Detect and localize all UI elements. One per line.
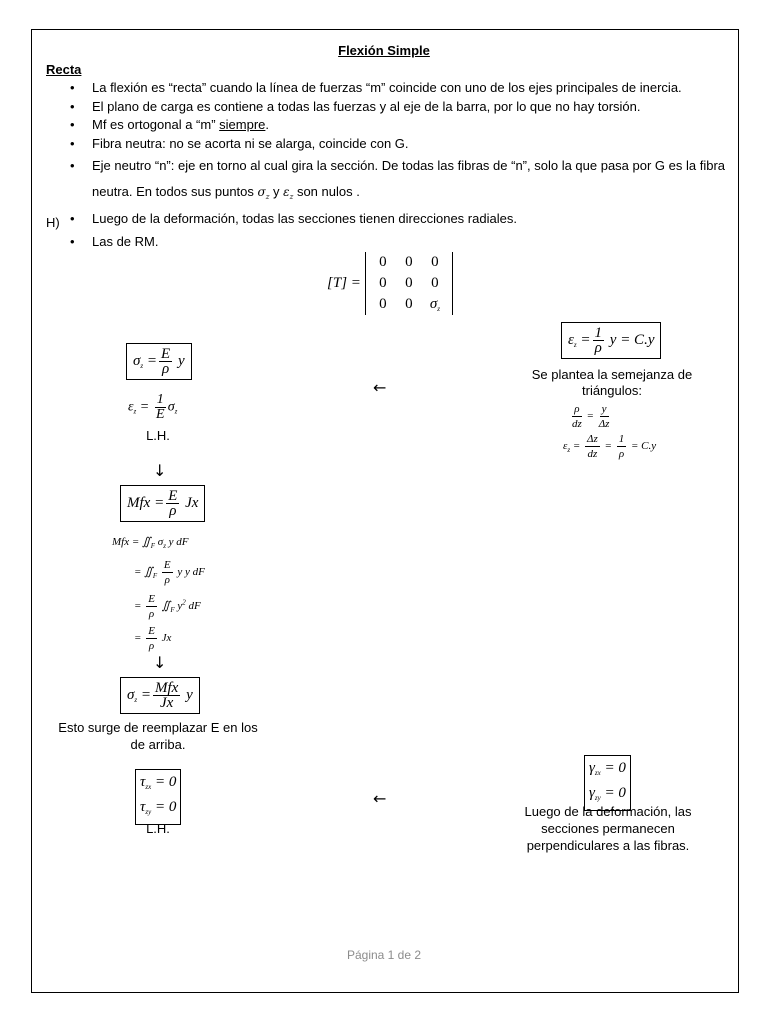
formula-gamma-box: $\gamma_{zx} = 0$ $\gamma_{zy} = 0$ — [584, 755, 631, 811]
bullet-text: Fibra neutra: no se acorta ni se alarga, coincide con G. — [92, 135, 409, 151]
triangle-similarity-caption: Se plantea la semejanza de triángulos: — [531, 367, 693, 398]
lh-label: L.H. — [146, 428, 170, 443]
bullet-item — [46, 135, 736, 154]
bullet-item — [46, 116, 736, 135]
epsilon-z-symbol: $\varepsilon_z$ — [283, 185, 294, 201]
down-arrow-icon: ↓ — [153, 653, 167, 672]
document-title: Flexión Simple — [338, 43, 430, 58]
formula-epsilon-strain: $\varepsilon_z$ = $\frac{1}{\rho}$ y = C.y — [561, 322, 661, 359]
mfx-derivation-step: = $\frac{E}{\rho}$ $∬_F$ $y^2$ dF — [134, 593, 201, 620]
formula-mfx-box: Mfx = $\frac{E}{\rho}$ Jx — [120, 485, 205, 522]
left-arrow-icon: ← — [373, 789, 387, 808]
navier-caption: Esto surge de reemplazar E en los de arriba. — [58, 720, 258, 752]
matrix-cell: 0 — [379, 275, 387, 291]
gamma-caption: Luego de la deformación, las secciones permanecen perpendiculares a las fibras. — [524, 804, 692, 853]
bullet-text: El plano de carga es contiene a todas las fuerzas y al eje de la barra, por lo que no hay torsión. — [92, 98, 641, 114]
matrix-cell: 0 — [405, 254, 413, 270]
bullet-text: . — [265, 117, 270, 132]
matrix-cell: 0 — [431, 254, 439, 270]
bullet-item — [46, 98, 736, 117]
bullet-text: son nulos . — [293, 184, 360, 199]
mfx-derivation-step: = $∬_F$ $\frac{E}{\rho}$ y y dF — [134, 559, 205, 586]
section-heading-h: H) — [46, 215, 60, 230]
bullet-text: Mf es ortogonal a “m” — [92, 117, 220, 132]
formula-tau-box: $\tau_{zx} = 0$ $\tau_{zy} = 0$ — [135, 769, 181, 825]
bullet-item — [46, 153, 736, 210]
page-footer: Página 1 de 2 — [346, 948, 422, 962]
stress-tensor-matrix — [327, 252, 453, 315]
matrix-cell: 0 — [379, 254, 387, 270]
left-arrow-icon: ← — [373, 378, 387, 397]
bullet-text: La flexión es “recta” cuando la línea de fuerzas “m” coincide con uno de los ejes principales de inercia. — [92, 80, 682, 95]
mfx-derivation-step: = $\frac{E}{\rho}$ Jx — [134, 625, 172, 652]
matrix-cell-sigma: $\sigma_z$ — [429, 296, 440, 313]
matrix-cell: 0 — [431, 275, 439, 291]
formula-sigma-hooke: $\sigma_z$ = $\frac{E}{\rho}$ y — [126, 343, 192, 380]
bullet-text: Luego de la deformación, todas las secciones tienen direcciones radiales. — [92, 211, 517, 226]
bullet-underlined-word: siempre — [219, 117, 266, 132]
bullet-item — [46, 210, 736, 229]
formula-triangle-ratio: $\frac{\rho}{dz}$ = $\frac{y}{\Delta z}$ — [572, 403, 610, 430]
bullet-text: y — [273, 184, 280, 199]
mfx-derivation-step: Mfx = $∬_F$ $\sigma_z$ y dF — [112, 536, 189, 550]
bullet-item — [46, 79, 736, 98]
matrix-cell: 0 — [405, 275, 413, 291]
bullet-item — [46, 233, 736, 252]
down-arrow-icon: ↓ — [153, 461, 167, 480]
matrix-cell: 0 — [405, 296, 413, 312]
matrix-grid — [365, 252, 453, 315]
matrix-label: [T] = — [327, 275, 361, 291]
bullet-text: Las de RM. — [92, 234, 159, 249]
formula-sigma-navier: $\sigma_z$ = $\frac{\text{Mfx}}{Jx}$ y — [120, 677, 200, 714]
formula-epsilon-hooke: $\varepsilon_z$ = $\frac{1}{E}$ $\sigma_z$ — [128, 392, 178, 422]
formula-strain-chain: $\varepsilon_z$ = $\frac{\Delta z}{dz}$ = $\frac{1}{\rho}$ = C.y — [563, 433, 657, 460]
section-heading-recta: Recta — [46, 62, 82, 77]
lh-label: L.H. — [146, 821, 170, 836]
bullet-text: Eje neutro “n”: eje en torno al cual gira la sección. De todas las fibras de “n”, solo la que pasa por G es la fibra neutra. En todos sus puntos — [92, 158, 726, 199]
bullet-list — [46, 79, 736, 229]
matrix-cell: 0 — [379, 296, 387, 312]
sigma-z-symbol: $\sigma_z$ — [257, 185, 270, 201]
bullet-list-h — [46, 233, 736, 252]
